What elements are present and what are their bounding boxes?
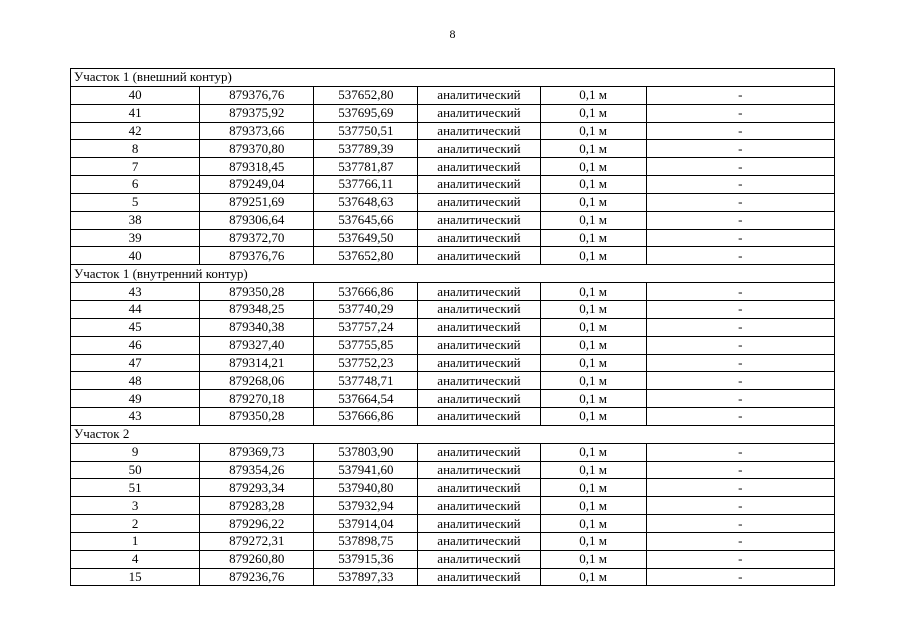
note-cell: - bbox=[646, 479, 834, 497]
section-header-row bbox=[71, 265, 835, 283]
note-cell: - bbox=[646, 283, 834, 301]
method-cell: аналитический bbox=[418, 479, 540, 497]
accuracy-cell: 0,1 м bbox=[540, 568, 646, 586]
x-coordinate-cell: 879327,40 bbox=[200, 336, 314, 354]
accuracy-cell: 0,1 м bbox=[540, 211, 646, 229]
y-coordinate-cell: 537666,86 bbox=[314, 408, 418, 426]
table-row bbox=[71, 318, 835, 336]
x-coordinate-cell: 879249,04 bbox=[200, 176, 314, 194]
y-coordinate-cell: 537766,11 bbox=[314, 176, 418, 194]
table-row bbox=[71, 550, 835, 568]
y-coordinate-cell: 537914,04 bbox=[314, 515, 418, 533]
x-coordinate-cell: 879314,21 bbox=[200, 354, 314, 372]
y-coordinate-cell: 537755,85 bbox=[314, 336, 418, 354]
x-coordinate-cell: 879260,80 bbox=[200, 550, 314, 568]
x-coordinate-cell: 879268,06 bbox=[200, 372, 314, 390]
note-cell: - bbox=[646, 176, 834, 194]
y-coordinate-cell: 537803,90 bbox=[314, 443, 418, 461]
note-cell: - bbox=[646, 515, 834, 533]
point-number-cell: 44 bbox=[71, 300, 200, 318]
method-cell: аналитический bbox=[418, 497, 540, 515]
table-row bbox=[71, 283, 835, 301]
point-number-cell: 43 bbox=[71, 283, 200, 301]
accuracy-cell: 0,1 м bbox=[540, 318, 646, 336]
table-row bbox=[71, 104, 835, 122]
accuracy-cell: 0,1 м bbox=[540, 247, 646, 265]
table-row bbox=[71, 211, 835, 229]
point-number-cell: 6 bbox=[71, 176, 200, 194]
accuracy-cell: 0,1 м bbox=[540, 443, 646, 461]
table-row bbox=[71, 372, 835, 390]
table-row bbox=[71, 86, 835, 104]
method-cell: аналитический bbox=[418, 122, 540, 140]
accuracy-cell: 0,1 м bbox=[540, 86, 646, 104]
method-cell: аналитический bbox=[418, 193, 540, 211]
method-cell: аналитический bbox=[418, 390, 540, 408]
y-coordinate-cell: 537750,51 bbox=[314, 122, 418, 140]
x-coordinate-cell: 879376,76 bbox=[200, 86, 314, 104]
accuracy-cell: 0,1 м bbox=[540, 479, 646, 497]
method-cell: аналитический bbox=[418, 211, 540, 229]
x-coordinate-cell: 879370,80 bbox=[200, 140, 314, 158]
x-coordinate-cell: 879306,64 bbox=[200, 211, 314, 229]
note-cell: - bbox=[646, 390, 834, 408]
method-cell: аналитический bbox=[418, 443, 540, 461]
table-row bbox=[71, 140, 835, 158]
accuracy-cell: 0,1 м bbox=[540, 372, 646, 390]
table-row bbox=[71, 390, 835, 408]
point-number-cell: 1 bbox=[71, 532, 200, 550]
note-cell: - bbox=[646, 336, 834, 354]
point-number-cell: 51 bbox=[71, 479, 200, 497]
x-coordinate-cell: 879348,25 bbox=[200, 300, 314, 318]
note-cell: - bbox=[646, 532, 834, 550]
y-coordinate-cell: 537789,39 bbox=[314, 140, 418, 158]
accuracy-cell: 0,1 м bbox=[540, 390, 646, 408]
y-coordinate-cell: 537649,50 bbox=[314, 229, 418, 247]
point-number-cell: 41 bbox=[71, 104, 200, 122]
point-number-cell: 39 bbox=[71, 229, 200, 247]
point-number-cell: 2 bbox=[71, 515, 200, 533]
accuracy-cell: 0,1 м bbox=[540, 283, 646, 301]
y-coordinate-cell: 537652,80 bbox=[314, 86, 418, 104]
note-cell: - bbox=[646, 372, 834, 390]
method-cell: аналитический bbox=[418, 158, 540, 176]
method-cell: аналитический bbox=[418, 283, 540, 301]
table-row bbox=[71, 461, 835, 479]
accuracy-cell: 0,1 м bbox=[540, 229, 646, 247]
point-number-cell: 49 bbox=[71, 390, 200, 408]
x-coordinate-cell: 879376,76 bbox=[200, 247, 314, 265]
section-header-row bbox=[71, 69, 835, 87]
x-coordinate-cell: 879372,70 bbox=[200, 229, 314, 247]
x-coordinate-cell: 879251,69 bbox=[200, 193, 314, 211]
method-cell: аналитический bbox=[418, 461, 540, 479]
table-row bbox=[71, 193, 835, 211]
table-row bbox=[71, 568, 835, 586]
page-number: 8 bbox=[449, 27, 456, 41]
method-cell: аналитический bbox=[418, 336, 540, 354]
method-cell: аналитический bbox=[418, 354, 540, 372]
accuracy-cell: 0,1 м bbox=[540, 104, 646, 122]
method-cell: аналитический bbox=[418, 532, 540, 550]
point-number-cell: 46 bbox=[71, 336, 200, 354]
x-coordinate-cell: 879318,45 bbox=[200, 158, 314, 176]
y-coordinate-cell: 537648,63 bbox=[314, 193, 418, 211]
point-number-cell: 50 bbox=[71, 461, 200, 479]
section-header-row bbox=[71, 425, 835, 443]
table-row bbox=[71, 354, 835, 372]
table-row bbox=[71, 443, 835, 461]
y-coordinate-cell: 537781,87 bbox=[314, 158, 418, 176]
x-coordinate-cell: 879236,76 bbox=[200, 568, 314, 586]
x-coordinate-cell: 879293,34 bbox=[200, 479, 314, 497]
point-number-cell: 8 bbox=[71, 140, 200, 158]
note-cell: - bbox=[646, 104, 834, 122]
table-row bbox=[71, 176, 835, 194]
method-cell: аналитический bbox=[418, 140, 540, 158]
table-row bbox=[71, 479, 835, 497]
method-cell: аналитический bbox=[418, 515, 540, 533]
accuracy-cell: 0,1 м bbox=[540, 300, 646, 318]
accuracy-cell: 0,1 м bbox=[540, 515, 646, 533]
note-cell: - bbox=[646, 461, 834, 479]
x-coordinate-cell: 879375,92 bbox=[200, 104, 314, 122]
table-row bbox=[71, 532, 835, 550]
table-row bbox=[71, 122, 835, 140]
y-coordinate-cell: 537932,94 bbox=[314, 497, 418, 515]
point-number-cell: 42 bbox=[71, 122, 200, 140]
point-number-cell: 48 bbox=[71, 372, 200, 390]
accuracy-cell: 0,1 м bbox=[540, 140, 646, 158]
section-title: Участок 1 (внешний контур) bbox=[71, 69, 835, 87]
x-coordinate-cell: 879270,18 bbox=[200, 390, 314, 408]
note-cell: - bbox=[646, 408, 834, 426]
point-number-cell: 45 bbox=[71, 318, 200, 336]
note-cell: - bbox=[646, 497, 834, 515]
note-cell: - bbox=[646, 354, 834, 372]
x-coordinate-cell: 879340,38 bbox=[200, 318, 314, 336]
point-number-cell: 47 bbox=[71, 354, 200, 372]
note-cell: - bbox=[646, 550, 834, 568]
y-coordinate-cell: 537652,80 bbox=[314, 247, 418, 265]
note-cell: - bbox=[646, 211, 834, 229]
section-title: Участок 1 (внутренний контур) bbox=[71, 265, 835, 283]
table-row bbox=[71, 229, 835, 247]
y-coordinate-cell: 537915,36 bbox=[314, 550, 418, 568]
method-cell: аналитический bbox=[418, 568, 540, 586]
point-number-cell: 3 bbox=[71, 497, 200, 515]
method-cell: аналитический bbox=[418, 229, 540, 247]
method-cell: аналитический bbox=[418, 300, 540, 318]
y-coordinate-cell: 537645,66 bbox=[314, 211, 418, 229]
y-coordinate-cell: 537748,71 bbox=[314, 372, 418, 390]
note-cell: - bbox=[646, 300, 834, 318]
accuracy-cell: 0,1 м bbox=[540, 122, 646, 140]
x-coordinate-cell: 879369,73 bbox=[200, 443, 314, 461]
method-cell: аналитический bbox=[418, 372, 540, 390]
table-row bbox=[71, 300, 835, 318]
y-coordinate-cell: 537941,60 bbox=[314, 461, 418, 479]
x-coordinate-cell: 879283,28 bbox=[200, 497, 314, 515]
point-number-cell: 43 bbox=[71, 408, 200, 426]
table-row bbox=[71, 515, 835, 533]
section-title: Участок 2 bbox=[71, 425, 835, 443]
method-cell: аналитический bbox=[418, 318, 540, 336]
y-coordinate-cell: 537897,33 bbox=[314, 568, 418, 586]
x-coordinate-cell: 879296,22 bbox=[200, 515, 314, 533]
accuracy-cell: 0,1 м bbox=[540, 354, 646, 372]
x-coordinate-cell: 879350,28 bbox=[200, 283, 314, 301]
note-cell: - bbox=[646, 318, 834, 336]
y-coordinate-cell: 537695,69 bbox=[314, 104, 418, 122]
point-number-cell: 4 bbox=[71, 550, 200, 568]
y-coordinate-cell: 537898,75 bbox=[314, 532, 418, 550]
accuracy-cell: 0,1 м bbox=[540, 336, 646, 354]
x-coordinate-cell: 879354,26 bbox=[200, 461, 314, 479]
accuracy-cell: 0,1 м bbox=[540, 532, 646, 550]
accuracy-cell: 0,1 м bbox=[540, 193, 646, 211]
point-number-cell: 40 bbox=[71, 86, 200, 104]
accuracy-cell: 0,1 м bbox=[540, 408, 646, 426]
note-cell: - bbox=[646, 158, 834, 176]
point-number-cell: 9 bbox=[71, 443, 200, 461]
note-cell: - bbox=[646, 229, 834, 247]
method-cell: аналитический bbox=[418, 176, 540, 194]
method-cell: аналитический bbox=[418, 86, 540, 104]
method-cell: аналитический bbox=[418, 408, 540, 426]
table-row bbox=[71, 158, 835, 176]
y-coordinate-cell: 537757,24 bbox=[314, 318, 418, 336]
method-cell: аналитический bbox=[418, 104, 540, 122]
table-row bbox=[71, 336, 835, 354]
point-number-cell: 7 bbox=[71, 158, 200, 176]
table-row bbox=[71, 247, 835, 265]
accuracy-cell: 0,1 м bbox=[540, 461, 646, 479]
accuracy-cell: 0,1 м bbox=[540, 176, 646, 194]
y-coordinate-cell: 537664,54 bbox=[314, 390, 418, 408]
accuracy-cell: 0,1 м bbox=[540, 497, 646, 515]
coordinates-table bbox=[70, 68, 835, 586]
point-number-cell: 38 bbox=[71, 211, 200, 229]
point-number-cell: 5 bbox=[71, 193, 200, 211]
y-coordinate-cell: 537752,23 bbox=[314, 354, 418, 372]
note-cell: - bbox=[646, 86, 834, 104]
x-coordinate-cell: 879373,66 bbox=[200, 122, 314, 140]
point-number-cell: 40 bbox=[71, 247, 200, 265]
y-coordinate-cell: 537940,80 bbox=[314, 479, 418, 497]
note-cell: - bbox=[646, 247, 834, 265]
point-number-cell: 15 bbox=[71, 568, 200, 586]
note-cell: - bbox=[646, 122, 834, 140]
table-row bbox=[71, 408, 835, 426]
method-cell: аналитический bbox=[418, 247, 540, 265]
x-coordinate-cell: 879350,28 bbox=[200, 408, 314, 426]
note-cell: - bbox=[646, 193, 834, 211]
y-coordinate-cell: 537666,86 bbox=[314, 283, 418, 301]
method-cell: аналитический bbox=[418, 550, 540, 568]
table-row bbox=[71, 497, 835, 515]
note-cell: - bbox=[646, 140, 834, 158]
coordinates-table-body bbox=[71, 69, 835, 586]
note-cell: - bbox=[646, 568, 834, 586]
y-coordinate-cell: 537740,29 bbox=[314, 300, 418, 318]
accuracy-cell: 0,1 м bbox=[540, 158, 646, 176]
x-coordinate-cell: 879272,31 bbox=[200, 532, 314, 550]
accuracy-cell: 0,1 м bbox=[540, 550, 646, 568]
note-cell: - bbox=[646, 443, 834, 461]
